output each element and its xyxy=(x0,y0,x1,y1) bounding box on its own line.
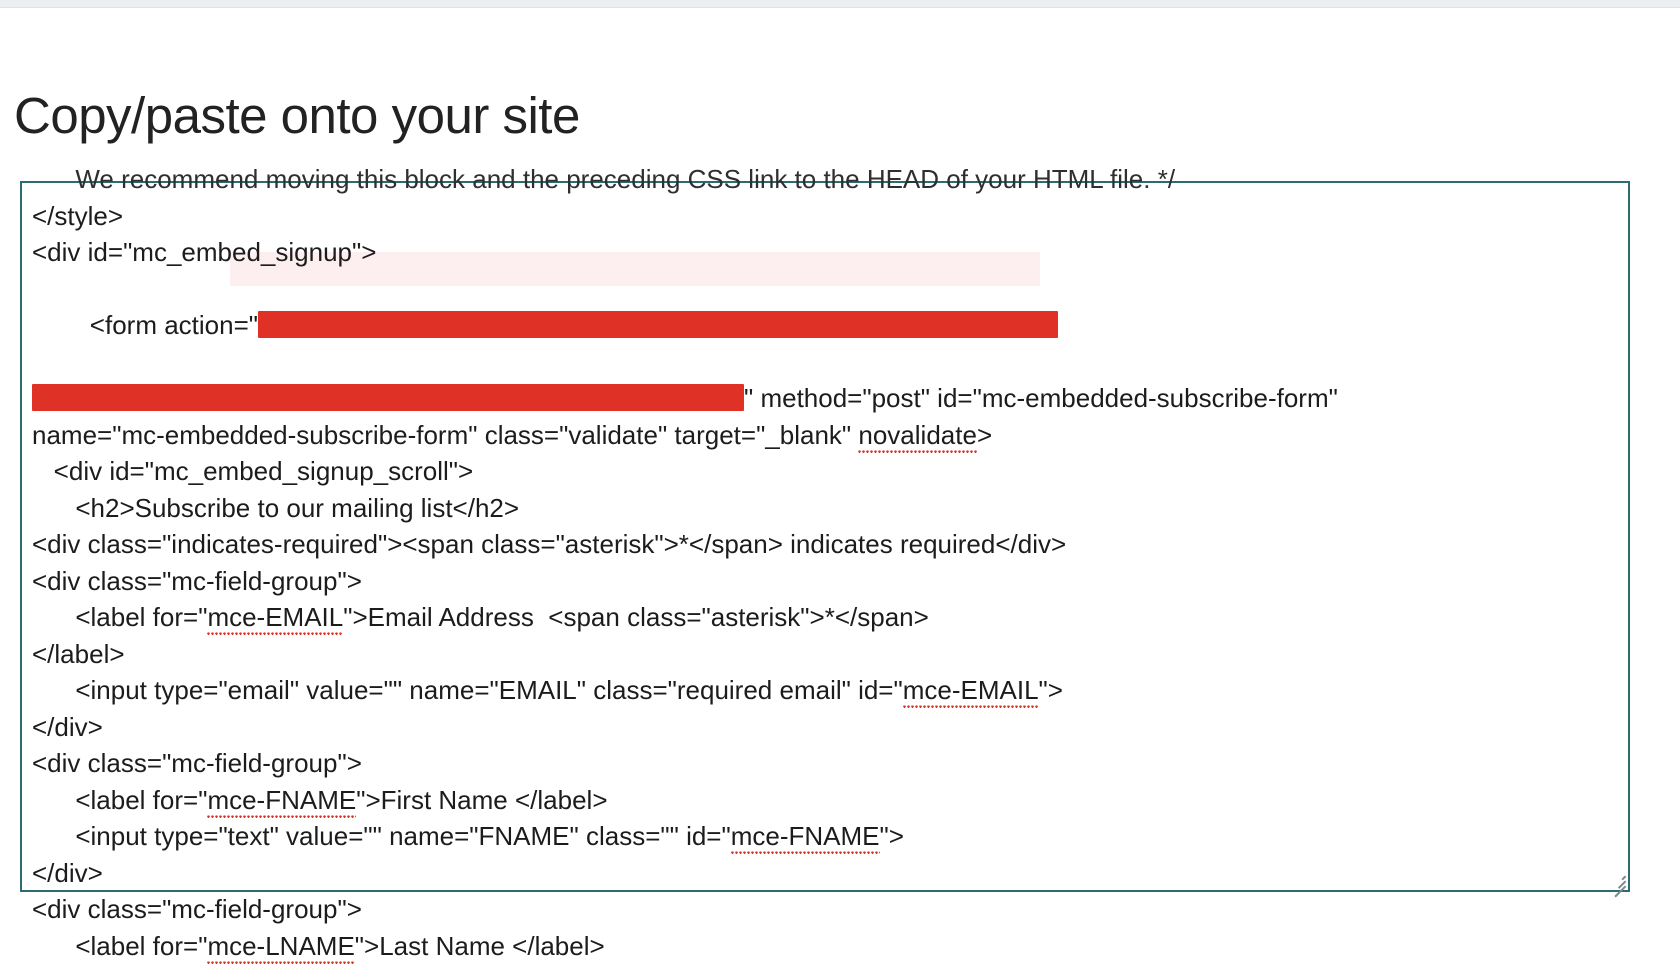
code-line: </div> xyxy=(32,855,1620,892)
code-text: " method="post" id="mc-embedded-subscribe-form" xyxy=(744,383,1338,413)
code-line: <div class="mc-field-group"> xyxy=(32,745,1620,782)
code-line: <label for="mce-FNAME">First Name </label> xyxy=(32,782,1620,819)
code-line-form-action-cont xyxy=(32,380,1620,417)
code-line: </label> xyxy=(32,636,1620,673)
code-line: <div class="mc-field-group"> xyxy=(32,891,1620,928)
code-text: <form action=" xyxy=(90,310,258,340)
code-line: <h2>Subscribe to our mailing list</h2> xyxy=(32,490,1620,527)
page-title: Copy/paste onto your site xyxy=(14,86,580,146)
code-line: <div id="mc_embed_signup"> xyxy=(32,234,1620,271)
misspelled-word: mce-FNAME xyxy=(207,785,356,818)
top-chrome-strip xyxy=(0,0,1680,8)
misspelled-word: novalidate xyxy=(858,420,977,453)
code-line: <div class="indicates-required"><span class="asterisk">*</span> indicates required</div> xyxy=(32,526,1620,563)
code-line: </style> xyxy=(32,198,1620,235)
misspelled-word: mce-EMAIL xyxy=(207,602,343,635)
redacted-url-part-2 xyxy=(32,384,744,411)
code-line: <input type="text" value="" name="FNAME" class="" id="mce-FNAME"> xyxy=(32,818,1620,855)
code-line: We recommend moving this block and the preceding CSS link to the HEAD of your HTML file. */ xyxy=(32,161,1620,198)
misspelled-word: mce-FNAME xyxy=(731,821,880,854)
embed-code-content xyxy=(22,161,1628,964)
code-line: <input type="email" value="" name="EMAIL" class="required email" id="mce-EMAIL"> xyxy=(32,672,1620,709)
code-line: <div id="mc_embed_signup_scroll"> xyxy=(32,453,1620,490)
embed-code-textarea[interactable] xyxy=(20,181,1630,892)
code-line: </div> xyxy=(32,709,1620,746)
misspelled-word: mce-LNAME xyxy=(207,931,354,964)
code-line: <label for="mce-EMAIL">Email Address <span class="asterisk">*</span> xyxy=(32,599,1620,636)
misspelled-word: mce-EMAIL xyxy=(903,675,1039,708)
code-line: name="mc-embedded-subscribe-form" class="validate" target="_blank" novalidate> xyxy=(32,417,1620,454)
redacted-url-part-1 xyxy=(258,311,1058,338)
code-line-form-action xyxy=(32,271,1620,381)
code-line: <label for="mce-LNAME">Last Name </label> xyxy=(32,928,1620,964)
code-line: <div class="mc-field-group"> xyxy=(32,563,1620,600)
